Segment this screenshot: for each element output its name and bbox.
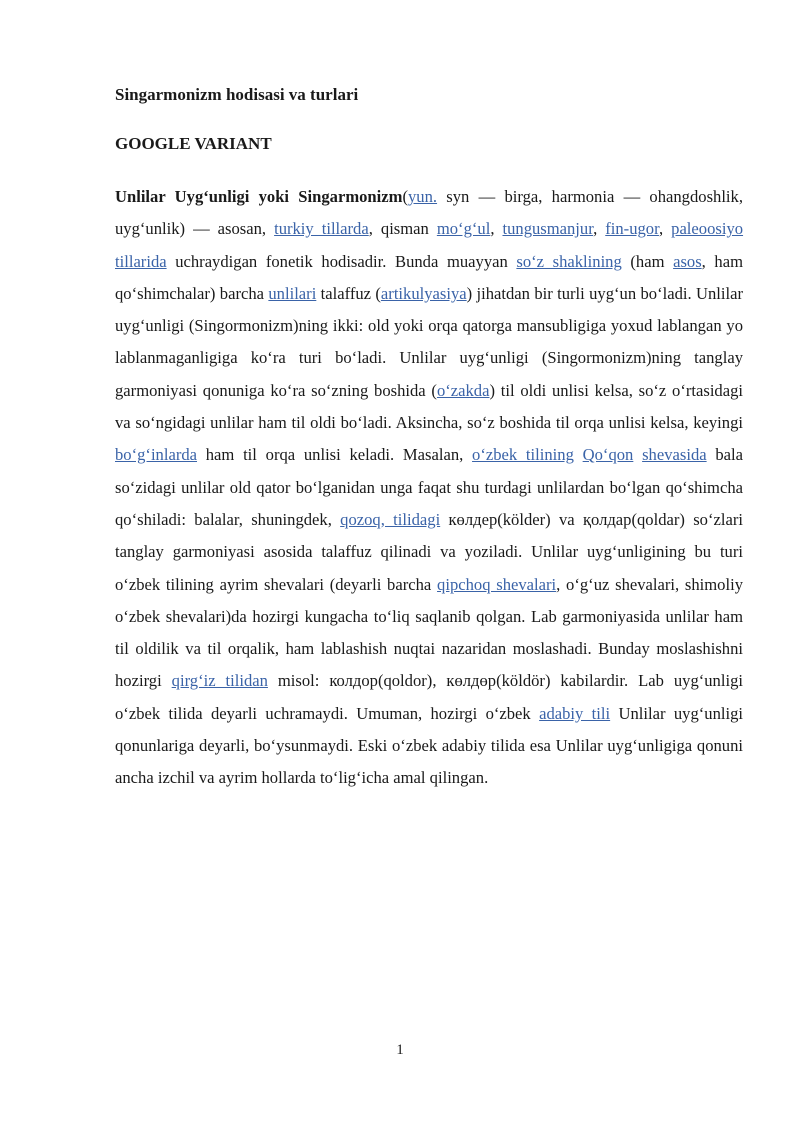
text-run <box>633 445 642 464</box>
text-run: syn — birga, harmonia — ohangdoshlik, uyg‘unlik) — asosan, <box>115 187 743 239</box>
text-run: көлдер(kölder) va қолдар(qoldar) so‘zlari tanglay garmoniyasi asosida talaffuz qilinadi va yoziladi. Unlilar uyg‘unligining bu turi o‘zbek tilining ayrim shevalari (deyarli barcha <box>115 509 743 594</box>
text-run: talaffuz ( <box>316 283 381 303</box>
text-run: ham til orqa unlisi keladi. Masalan, <box>197 445 473 465</box>
text-run: , o‘g‘uz shevalari, shimoliy o‘zbek shevalari)da hozirgi kungacha to‘liq saqlanib qolgan. Lab garmoniyasida unlilar ham til oldilik va til orqalik, ham lablashish nuqtai nazaridan moslashadi. Bunday moslashishni hozirgi <box>115 574 743 691</box>
link-ozakda[interactable]: o‘zakda <box>436 380 490 400</box>
text-run: , <box>658 219 672 239</box>
link-qoqon[interactable]: Qo‘qon <box>582 445 634 465</box>
link-fin-ugor[interactable]: fin-ugor <box>605 219 659 239</box>
text-run: , ham qo‘shimchalar) barcha <box>115 251 743 303</box>
text-run: , <box>593 219 606 239</box>
text-run: uchraydigan fonetik hodisadir. Bunda muayyan <box>166 251 517 271</box>
text-run <box>574 445 583 464</box>
text-run: Unlilar uyg‘unligi qonunlariga deyarli, bo‘ysunmaydi. Eski o‘zbek adabiy tilida esa Unlilar uyg‘unligiga qonuni ancha izchil va ayrim hollarda to‘lig‘icha amal qilingan. <box>115 703 744 788</box>
body-paragraph: Unlilar Uyg‘unligi yoki Singarmonizm(yun. syn — birga, harmonia — ohangdoshlik, uyg‘unlik) — asosan, turkiy tillarda, qisman mo‘g‘ul, tungusmanjur, fin-ugor, paleoosiyo tillarida uchraydigan fonetik hodisadir. Bunda muayyan so‘z shaklining (ham asos, ham qo‘shimchalar) barcha unlilari talaffuz (artikulyasiya) jihatdan bir turli uyg‘un bo‘ladi. Unlilar uyg‘unligi (Singormonizm)ning ikki: old yoki orqa qatorga mansubligiga yoxud lablangan yo lablanmaganligiga ko‘ra turi bo‘ladi. Unlilar uyg‘unligi (Singormonizm)ning tanglay garmoniyasi qonuniga ko‘ra so‘zning boshida (o‘zakda) til oldi unlisi kelsa, so‘z o‘rtasidagi va so‘ngidagi unlilar ham til oldi bo‘ladi. Aksincha, so‘z boshida til orqa unlisi kelsa, keyingi bo‘g‘inlarda ham til orqa unlisi keladi. Masalan, o‘zbek tilining Qo‘qon shevasida bala so‘zidagi unlilar old qator bo‘lganidan unga faqat shu turdagi unlilardan bo‘lgan qo‘shimcha qo‘shiladi: balalar, shuningdek, qozoq, tilidagi көлдер(kölder) va қолдар(qoldar) so‘zlari tanglay garmoniyasi asosida talaffuz qilinadi va yoziladi. Unlilar uyg‘unligining bu turi o‘zbek tilining ayrim shevalari (deyarli barcha qipchoq shevalari, o‘g‘uz shevalari, shimoliy o‘zbek shevalari)da hozirgi kungacha to‘liq saqlanib qolgan. Lab garmoniyasida unlilar ham til oldilik va til orqalik, ham lablashish nuqtai nazaridan moslashadi. Bunday moslashishni hozirgi qirg‘iz tilidan misol: колдор(qoldor), көлдөр(köldör) kabilardir. Lab uyg‘unligi o‘zbek tilida deyarli uchramaydi. Umuman, hozirgi o‘zbek adabiy tili Unlilar uyg‘unligi qonunlariga deyarli, bo‘ysunmaydi. Eski o‘zbek adabiy tilida esa Unlilar uyg‘unligiga qonuni ancha izchil va ayrim hollarda to‘lig‘icha amal qilingan. <box>115 187 744 788</box>
document-title: Singarmonizm hodisasi va turlari <box>115 85 359 104</box>
link-turkiy-tillarda[interactable]: turkiy tillarda <box>274 219 369 239</box>
link-paleoosiyo-tillarida[interactable]: paleoosiyo tillarida <box>115 219 744 271</box>
link-unlilari[interactable]: unlilari <box>268 283 317 303</box>
text-run: bala so‘zidagi unlilar old qator bo‘lganidan unga faqat shu turdagi unlilardan bo‘lgan qo‘shimcha qo‘shiladi: balalar, shuningdek, <box>115 445 743 529</box>
link-asos[interactable]: asos <box>673 251 702 271</box>
text-run: (ham <box>621 251 674 271</box>
link-qozoq-tilidagi[interactable]: qozoq, tilidagi <box>340 509 441 529</box>
link-mogul[interactable]: mo‘g‘ul <box>436 219 491 239</box>
text-run: misol: колдор(qoldor), көлдөр(köldör) kabilardir. Lab uyg‘unligi o‘zbek tilida deyarli uchramaydi. Umuman, hozirgi o‘zbek <box>115 671 743 723</box>
link-artikulyasiya[interactable]: artikulyasiya <box>380 283 467 303</box>
document-subtitle: GOOGLE VARIANT <box>115 134 272 153</box>
text-run: ) til oldi unlisi kelsa, so‘z o‘rtasidagi va so‘ngidagi unlilar ham til oldi bo‘ladi. Aksincha, so‘z boshida til orqa unlisi kelsa, keyingi <box>115 380 743 433</box>
link-boginlarda[interactable]: bo‘g‘inlarda <box>115 445 198 465</box>
link-yun[interactable]: yun. <box>408 187 438 206</box>
link-qirgiz-tilidan[interactable]: qirg‘iz tilidan <box>171 671 268 691</box>
link-tungusmanjur[interactable]: tungusmanjur <box>502 219 594 239</box>
page-number: 1 <box>396 1042 404 1058</box>
document-page <box>115 84 743 795</box>
text-run: ) jihatdan bir turli uyg‘un bo‘ladi. Unlilar uyg‘unligi (Singormonizm)ning ikki: old yoki orqa qatorga mansubligiga yoxud lablangan yo lablanmaganligiga ko‘ra turi bo‘ladi. Unlilar uyg‘unligi (Singormonizm)ning tanglay garmoniyasi qonuniga ko‘ra so‘zning boshida ( <box>115 283 743 400</box>
link-soz-shaklining[interactable]: so‘z shaklining <box>516 251 622 271</box>
text-run: , qisman <box>368 219 437 239</box>
link-shevasida[interactable]: shevasida <box>642 445 707 465</box>
link-adabiy-tili[interactable]: adabiy tili <box>539 703 611 723</box>
link-ozbek-tilining[interactable]: o‘zbek tilining <box>472 445 574 465</box>
text-run: , <box>490 219 503 239</box>
term-bold: Unlilar Uyg‘unligi yoki Singarmonizm <box>115 187 403 206</box>
link-qipchoq-shevalari[interactable]: qipchoq shevalari <box>437 574 557 594</box>
